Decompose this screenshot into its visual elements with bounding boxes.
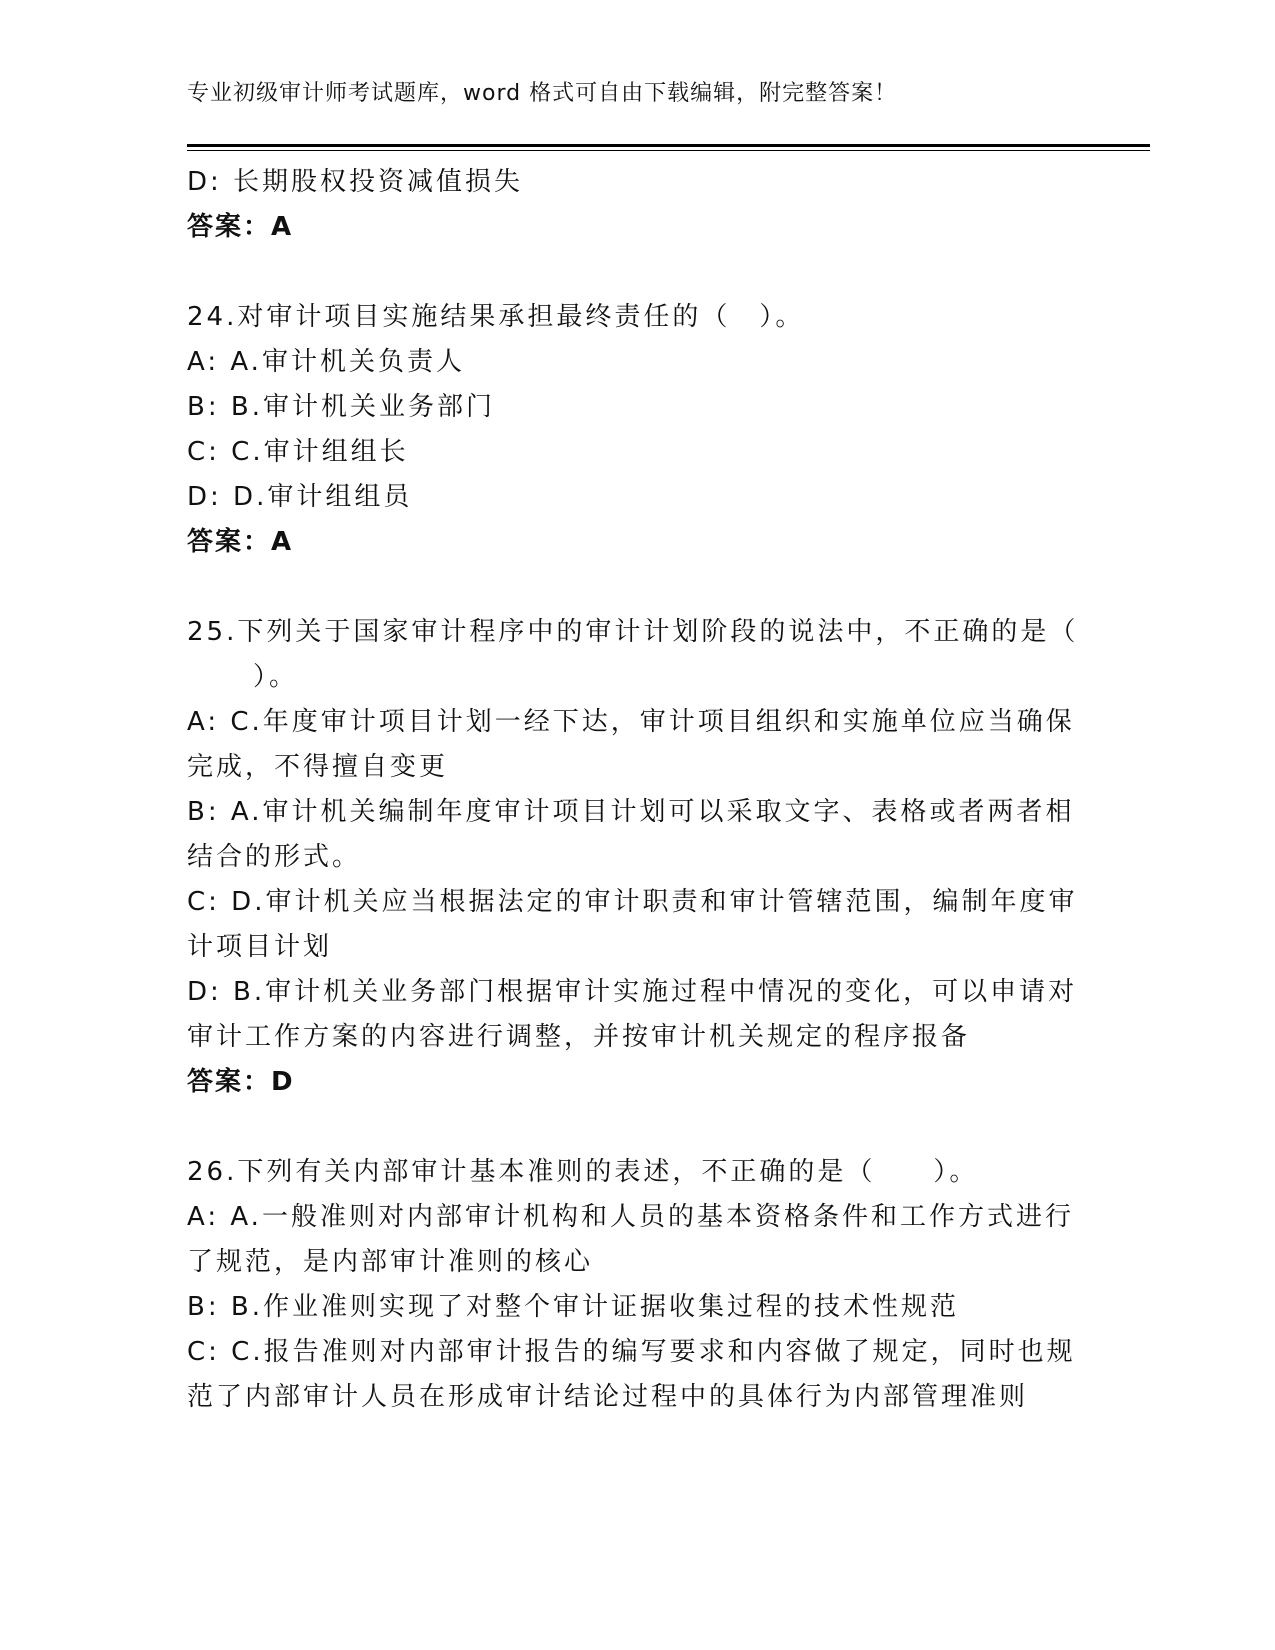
question-26-stem: 26.下列有关内部审计基本准则的表述，不正确的是（ ）。 [187,1157,979,1187]
spacer [187,565,1067,610]
question-24-answer: 答案：A [187,527,294,557]
question-24-stem: 24.对审计项目实施结果承担最终责任的（ ）。 [187,302,805,332]
prev-option-d: D: 长期股权投资减值损失 [187,167,524,197]
prev-answer: 答案：A [187,212,294,242]
spacer [187,1105,1067,1150]
question-25-option-b: B: A.审计机关编制年度审计项目计划可以采取文字、表格或者两者相 [187,797,1075,827]
question-25-option-a-cont: 完成，不得擅自变更 [187,752,449,782]
question-25-option-d: D: B.审计机关业务部门根据审计实施过程中情况的变化，可以申请对 [187,977,1078,1007]
question-25-answer: 答案：D [187,1067,295,1097]
question-26-option-a: A: A.一般准则对内部审计机构和人员的基本资格条件和工作方式进行 [187,1202,1074,1232]
question-26-option-a-cont: 了规范，是内部审计准则的核心 [187,1247,594,1277]
question-26-option-c-cont: 范了内部审计人员在形成审计结论过程中的具体行为内部管理准则 [187,1382,1029,1412]
question-24-option-d: D: D.审计组组员 [187,482,413,512]
document-body [187,160,1079,1420]
question-25-option-d-cont: 审计工作方案的内容进行调整，并按审计机关规定的程序报备 [187,1022,971,1052]
question-25-stem-cont: ）。 [253,662,299,692]
question-25-option-c-cont: 计项目计划 [187,932,333,962]
question-26-option-b: B: B.作业准则实现了对整个审计证据收集过程的技术性规范 [187,1292,959,1322]
question-24-option-a: A: A.审计机关负责人 [187,347,465,377]
question-26-option-c: C: C.报告准则对内部审计报告的编写要求和内容做了规定，同时也规 [187,1337,1076,1367]
question-24-option-c: C: C.审计组组长 [187,437,409,467]
header-rule-thin [187,150,1150,151]
spacer [187,250,1067,295]
page-header: 专业初级审计师考试题库，word 格式可自由下载编辑，附完整答案！ [187,81,898,106]
header-rule-thick [187,144,1150,147]
question-25-option-b-cont: 结合的形式。 [187,842,362,872]
question-25-option-c: C: D.审计机关应当根据法定的审计职责和审计管辖范围，编制年度审 [187,887,1078,917]
question-24-option-b: B: B.审计机关业务部门 [187,392,495,422]
question-25-stem: 25.下列关于国家审计程序中的审计计划阶段的说法中，不正确的是（ [187,617,1079,647]
question-25-option-a: A: C.年度审计项目计划一经下达，审计项目组织和实施单位应当确保 [187,707,1075,737]
